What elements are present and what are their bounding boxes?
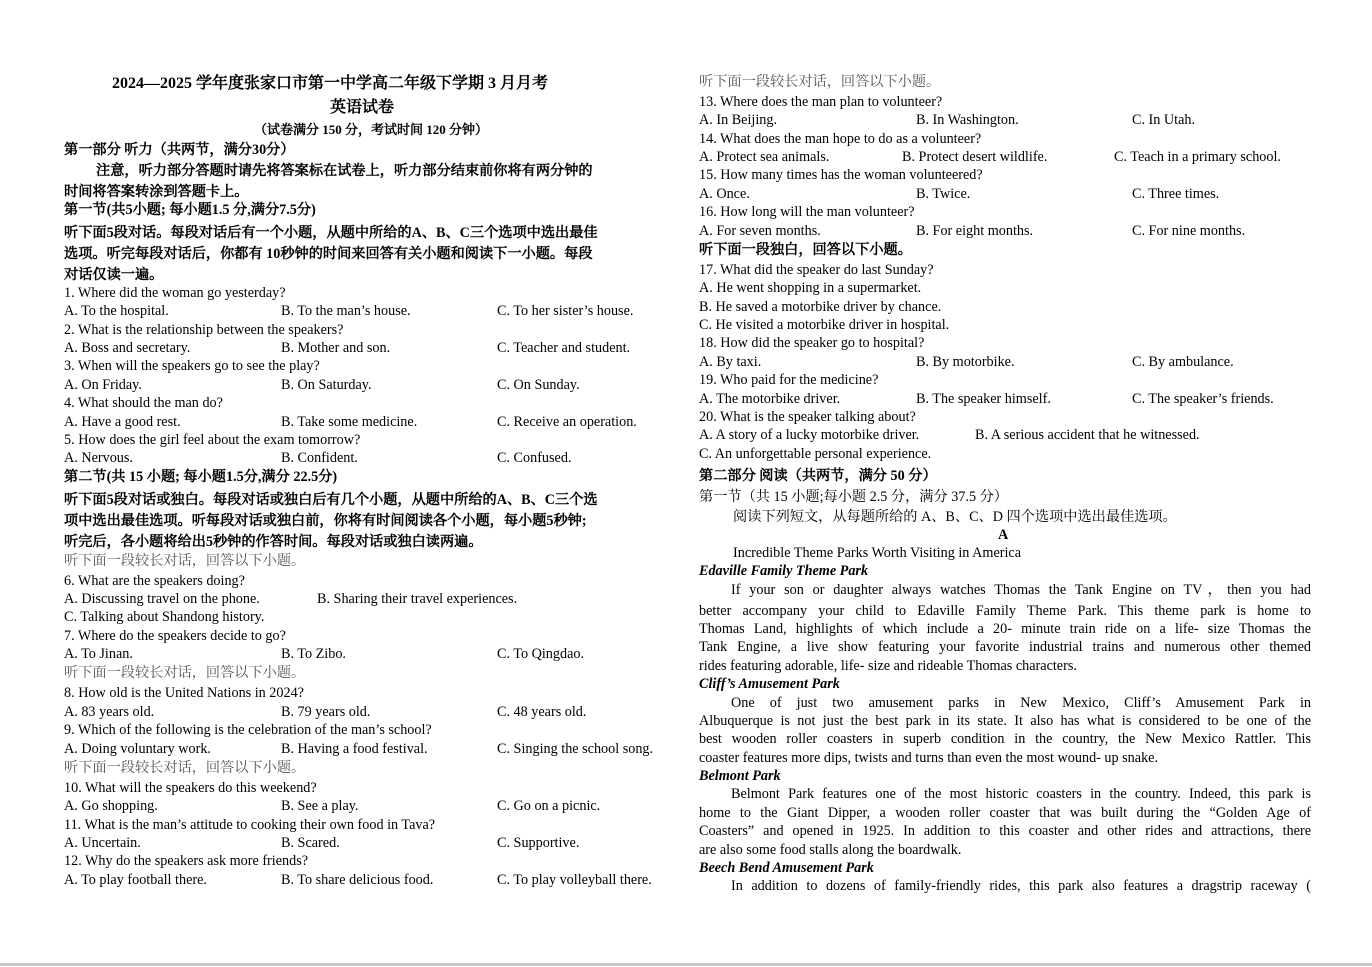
dialogue-cue: 听下面一段较长对话，回答以下小题。 bbox=[64, 760, 306, 776]
park3-line1: Belmont Park features one of the most historic coasters in the country. Indeed, this park is bbox=[731, 786, 1311, 802]
q19-option-a: A. The motorbike driver. bbox=[699, 391, 841, 407]
question-4: 4. What should the man do? bbox=[64, 395, 223, 411]
q4-option-b: B. Take some medicine. bbox=[281, 414, 418, 430]
q20-option-a: A. A story of a lucky motorbike driver. bbox=[699, 427, 920, 443]
park4-line1: In addition to dozens of family-friendly rides, this park also features a dragstrip raceway ( bbox=[731, 878, 1311, 894]
q3-option-b: B. On Saturday. bbox=[281, 377, 372, 393]
q9-option-b: B. Having a food festival. bbox=[281, 741, 428, 757]
q3-option-a: A. On Friday. bbox=[64, 377, 142, 393]
question-20: 20. What is the speaker talking about? bbox=[699, 409, 916, 425]
park2-heading: Cliff’s Amusement Park bbox=[699, 676, 840, 692]
q1-option-c: C. To her sister’s house. bbox=[497, 303, 634, 319]
q11-option-b: B. Scared. bbox=[281, 835, 340, 851]
q1-option-a: A. To the hospital. bbox=[64, 303, 169, 319]
park1-line5: rides featuring adorable, life- size and rideable Thomas characters. bbox=[699, 658, 1077, 674]
q11-option-a: A. Uncertain. bbox=[64, 835, 141, 851]
q10-option-a: A. Go shopping. bbox=[64, 798, 158, 814]
question-6: 6. What are the speakers doing? bbox=[64, 573, 245, 589]
question-5: 5. How does the girl feel about the exam tomorrow? bbox=[64, 432, 361, 448]
part1-heading: 第一部分 听力（共两节，满分30分） bbox=[64, 142, 295, 158]
q14-option-c: C. Teach in a primary school. bbox=[1114, 149, 1281, 165]
exam-subtitle: 英语试卷 bbox=[330, 99, 395, 116]
q8-option-c: C. 48 years old. bbox=[497, 704, 587, 720]
q5-option-a: A. Nervous. bbox=[64, 450, 133, 466]
passage-title: Incredible Theme Parks Worth Visiting in America bbox=[733, 545, 1022, 561]
q17-option-c: C. He visited a motorbike driver in hospital. bbox=[699, 317, 950, 333]
q2-option-a: A. Boss and secretary. bbox=[64, 340, 191, 356]
q15-option-b: B. Twice. bbox=[916, 186, 971, 202]
q13-option-b: B. In Washington. bbox=[916, 112, 1019, 128]
q16-option-a: A. For seven months. bbox=[699, 223, 821, 239]
park2-line1: One of just two amusement parks in New Mexico, Cliff’s Amusement Park in bbox=[731, 695, 1311, 711]
q9-option-a: A. Doing voluntary work. bbox=[64, 741, 211, 757]
q6-option-b: B. Sharing their travel experiences. bbox=[317, 591, 518, 607]
q4-option-a: A. Have a good rest. bbox=[64, 414, 181, 430]
q12-option-c: C. To play volleyball there. bbox=[497, 872, 652, 888]
q14-option-b: B. Protect desert wildlife. bbox=[902, 149, 1048, 165]
question-8: 8. How old is the United Nations in 2024? bbox=[64, 685, 304, 701]
q19-option-b: B. The speaker himself. bbox=[916, 391, 1051, 407]
part2-heading: 第二部分 阅读（共两节，满分 50 分） bbox=[699, 468, 937, 484]
reading-instruction: 阅读下列短文，从每题所给的 A、B、C、D 四个选项中选出最佳选项。 bbox=[733, 509, 1177, 525]
q6-option-a: A. Discussing travel on the phone. bbox=[64, 591, 260, 607]
park3-heading: Belmont Park bbox=[699, 768, 781, 784]
question-7: 7. Where do the speakers decide to go? bbox=[64, 628, 286, 644]
question-16: 16. How long will the man volunteer? bbox=[699, 204, 915, 220]
q2-option-c: C. Teacher and student. bbox=[497, 340, 631, 356]
q5-option-c: C. Confused. bbox=[497, 450, 572, 466]
q17-option-a: A. He went shopping in a supermarket. bbox=[699, 280, 922, 296]
q4-option-c: C. Receive an operation. bbox=[497, 414, 637, 430]
question-9: 9. Which of the following is the celebration of the man’s school? bbox=[64, 722, 432, 738]
q1-option-b: B. To the man’s house. bbox=[281, 303, 411, 319]
park2-line3: best wooden roller coasters in superb condition in the country, the New Mexico Rattler. This bbox=[699, 731, 1311, 747]
part1-notice-line2: 时间将答案转涂到答题卡上。 bbox=[64, 184, 249, 200]
q10-option-b: B. See a play. bbox=[281, 798, 359, 814]
dialogue-cue: 听下面一段较长对话，回答以下小题。 bbox=[699, 74, 941, 90]
part1-notice-line1: 注意，听力部分答题时请先将答案标在试卷上，听力部分结束前你将有两分钟的 bbox=[96, 163, 593, 179]
park1-line1: If your son or daughter always watches Thomas the Tank Engine on TV，then you had bbox=[731, 582, 1311, 598]
park3-line2: home to the Giant Dipper, a wooden roller coaster that was built during the “Golden Age of bbox=[699, 805, 1311, 821]
q17-option-b: B. He saved a motorbike driver by chance. bbox=[699, 299, 942, 315]
reading-section1-heading: 第一节（共 15 小题;每小题 2.5 分，满分 37.5 分） bbox=[699, 489, 1008, 505]
dialogue-cue: 听下面一段较长对话，回答以下小题。 bbox=[64, 553, 306, 569]
park2-line4: coaster features more dips, twists and turns than even the most wound- up snake. bbox=[699, 750, 1159, 766]
q20-option-c: C. An unforgettable personal experience. bbox=[699, 446, 932, 462]
section2-instruction-line2: 项中选出最佳选项。听每段对话或独白前，你将有时间阅读各个小题，每小题5秒钟; bbox=[64, 513, 587, 529]
q16-option-b: B. For eight months. bbox=[916, 223, 1034, 239]
monologue-cue bbox=[699, 241, 912, 259]
q7-option-b: B. To Zibo. bbox=[281, 646, 346, 662]
question-18: 18. How did the speaker go to hospital? bbox=[699, 335, 925, 351]
park3-line4: are also some food stalls along the boardwalk. bbox=[699, 842, 962, 858]
question-15: 15. How many times has the woman volunteered? bbox=[699, 167, 983, 183]
question-10: 10. What will the speakers do this weekend? bbox=[64, 780, 317, 796]
section1-instruction-line2: 选项。听完每段对话后，你都有 10秒钟的时间来回答有关小题和阅读下一小题。每段 bbox=[64, 246, 593, 262]
q13-option-a: A. In Beijing. bbox=[699, 112, 778, 128]
q14-option-a: A. Protect sea animals. bbox=[699, 149, 830, 165]
park1-heading: Edaville Family Theme Park bbox=[699, 563, 869, 579]
page-bottom-edge bbox=[0, 963, 1372, 966]
park1-line2: better accompany your child to Edaville Family Theme Park. This theme park is home to bbox=[699, 603, 1311, 619]
question-3: 3. When will the speakers go to see the play? bbox=[64, 358, 320, 374]
q3-option-c: C. On Sunday. bbox=[497, 377, 580, 393]
passage-letter: A bbox=[998, 527, 1009, 543]
q15-option-a: A. Once. bbox=[699, 186, 750, 202]
section2-instruction-line3: 听完后，各小题将给出5秒钟的作答时间。每段对话或独白读两遍。 bbox=[64, 534, 483, 550]
section2-instruction-line1: 听下面5段对话或独白。每段对话或独白后有几个小题，从题中所给的A、B、C三个选 bbox=[64, 492, 598, 508]
q8-option-b: B. 79 years old. bbox=[281, 704, 371, 720]
q20-option-b: B. A serious accident that he witnessed. bbox=[975, 427, 1200, 443]
q7-option-c: C. To Qingdao. bbox=[497, 646, 585, 662]
section1-instruction-line1: 听下面5段对话。每段对话后有一个小题，从题中所给的A、B、C三个选项中选出最佳 bbox=[64, 225, 598, 241]
q9-option-c: C. Singing the school song. bbox=[497, 741, 654, 757]
park2-line2: Albuquerque is not just the best park in its state. It also has what is considered to be one of the bbox=[699, 713, 1311, 729]
question-2: 2. What is the relationship between the speakers? bbox=[64, 322, 344, 338]
exam-note: （试卷满分 150 分，考试时间 120 分钟） bbox=[254, 122, 489, 137]
q12-option-a: A. To play football there. bbox=[64, 872, 207, 888]
q6-option-c: C. Talking about Shandong history. bbox=[64, 609, 265, 625]
question-14: 14. What does the man hope to do as a volunteer? bbox=[699, 131, 982, 147]
question-12: 12. Why do the speakers ask more friends? bbox=[64, 853, 309, 869]
park1-line3: Thomas Land, highlights of which include a 20- minute train ride on a life- size Thomas the bbox=[699, 621, 1311, 637]
q18-option-b: B. By motorbike. bbox=[916, 354, 1015, 370]
q8-option-a: A. 83 years old. bbox=[64, 704, 155, 720]
section1-heading: 第一节(共5小题; 每小题1.5 分,满分7.5分) bbox=[64, 202, 316, 218]
q11-option-c: C. Supportive. bbox=[497, 835, 580, 851]
q18-option-c: C. By ambulance. bbox=[1132, 354, 1234, 370]
q12-option-b: B. To share delicious food. bbox=[281, 872, 434, 888]
question-19: 19. Who paid for the medicine? bbox=[699, 372, 879, 388]
monologue-cue-text: 听下面一段独白，回答以下小题。 bbox=[699, 242, 912, 258]
section2-heading: 第二节(共 15 小题; 每小题1.5分,满分 22.5分) bbox=[64, 469, 338, 485]
q7-option-a: A. To Jinan. bbox=[64, 646, 133, 662]
q19-option-c: C. The speaker’s friends. bbox=[1132, 391, 1274, 407]
dialogue-cue: 听下面一段较长对话，回答以下小题。 bbox=[64, 665, 306, 681]
q10-option-c: C. Go on a picnic. bbox=[497, 798, 601, 814]
question-13: 13. Where does the man plan to volunteer? bbox=[699, 94, 943, 110]
q18-option-a: A. By taxi. bbox=[699, 354, 762, 370]
question-11: 11. What is the man’s attitude to cooking their own food in Tava? bbox=[64, 817, 436, 833]
q13-option-c: C. In Utah. bbox=[1132, 112, 1196, 128]
q15-option-c: C. Three times. bbox=[1132, 186, 1220, 202]
park1-line4: Tank Engine, a live show featuring your favorite industrial trains and numerous other themed bbox=[699, 639, 1311, 655]
section1-instruction-line3: 对话仅读一遍。 bbox=[64, 267, 164, 283]
park4-heading: Beech Bend Amusement Park bbox=[699, 860, 874, 876]
park3-line3: Coasters” and opened in 1925. In addition to this coaster and other rides and attractions, there bbox=[699, 823, 1311, 839]
exam-title: 2024—2025 学年度张家口市第一中学高二年级下学期 3 月月考 bbox=[112, 75, 549, 92]
q5-option-b: B. Confident. bbox=[281, 450, 358, 466]
question-17: 17. What did the speaker do last Sunday? bbox=[699, 262, 934, 278]
q2-option-b: B. Mother and son. bbox=[281, 340, 391, 356]
q16-option-c: C. For nine months. bbox=[1132, 223, 1246, 239]
question-1: 1. Where did the woman go yesterday? bbox=[64, 285, 286, 301]
